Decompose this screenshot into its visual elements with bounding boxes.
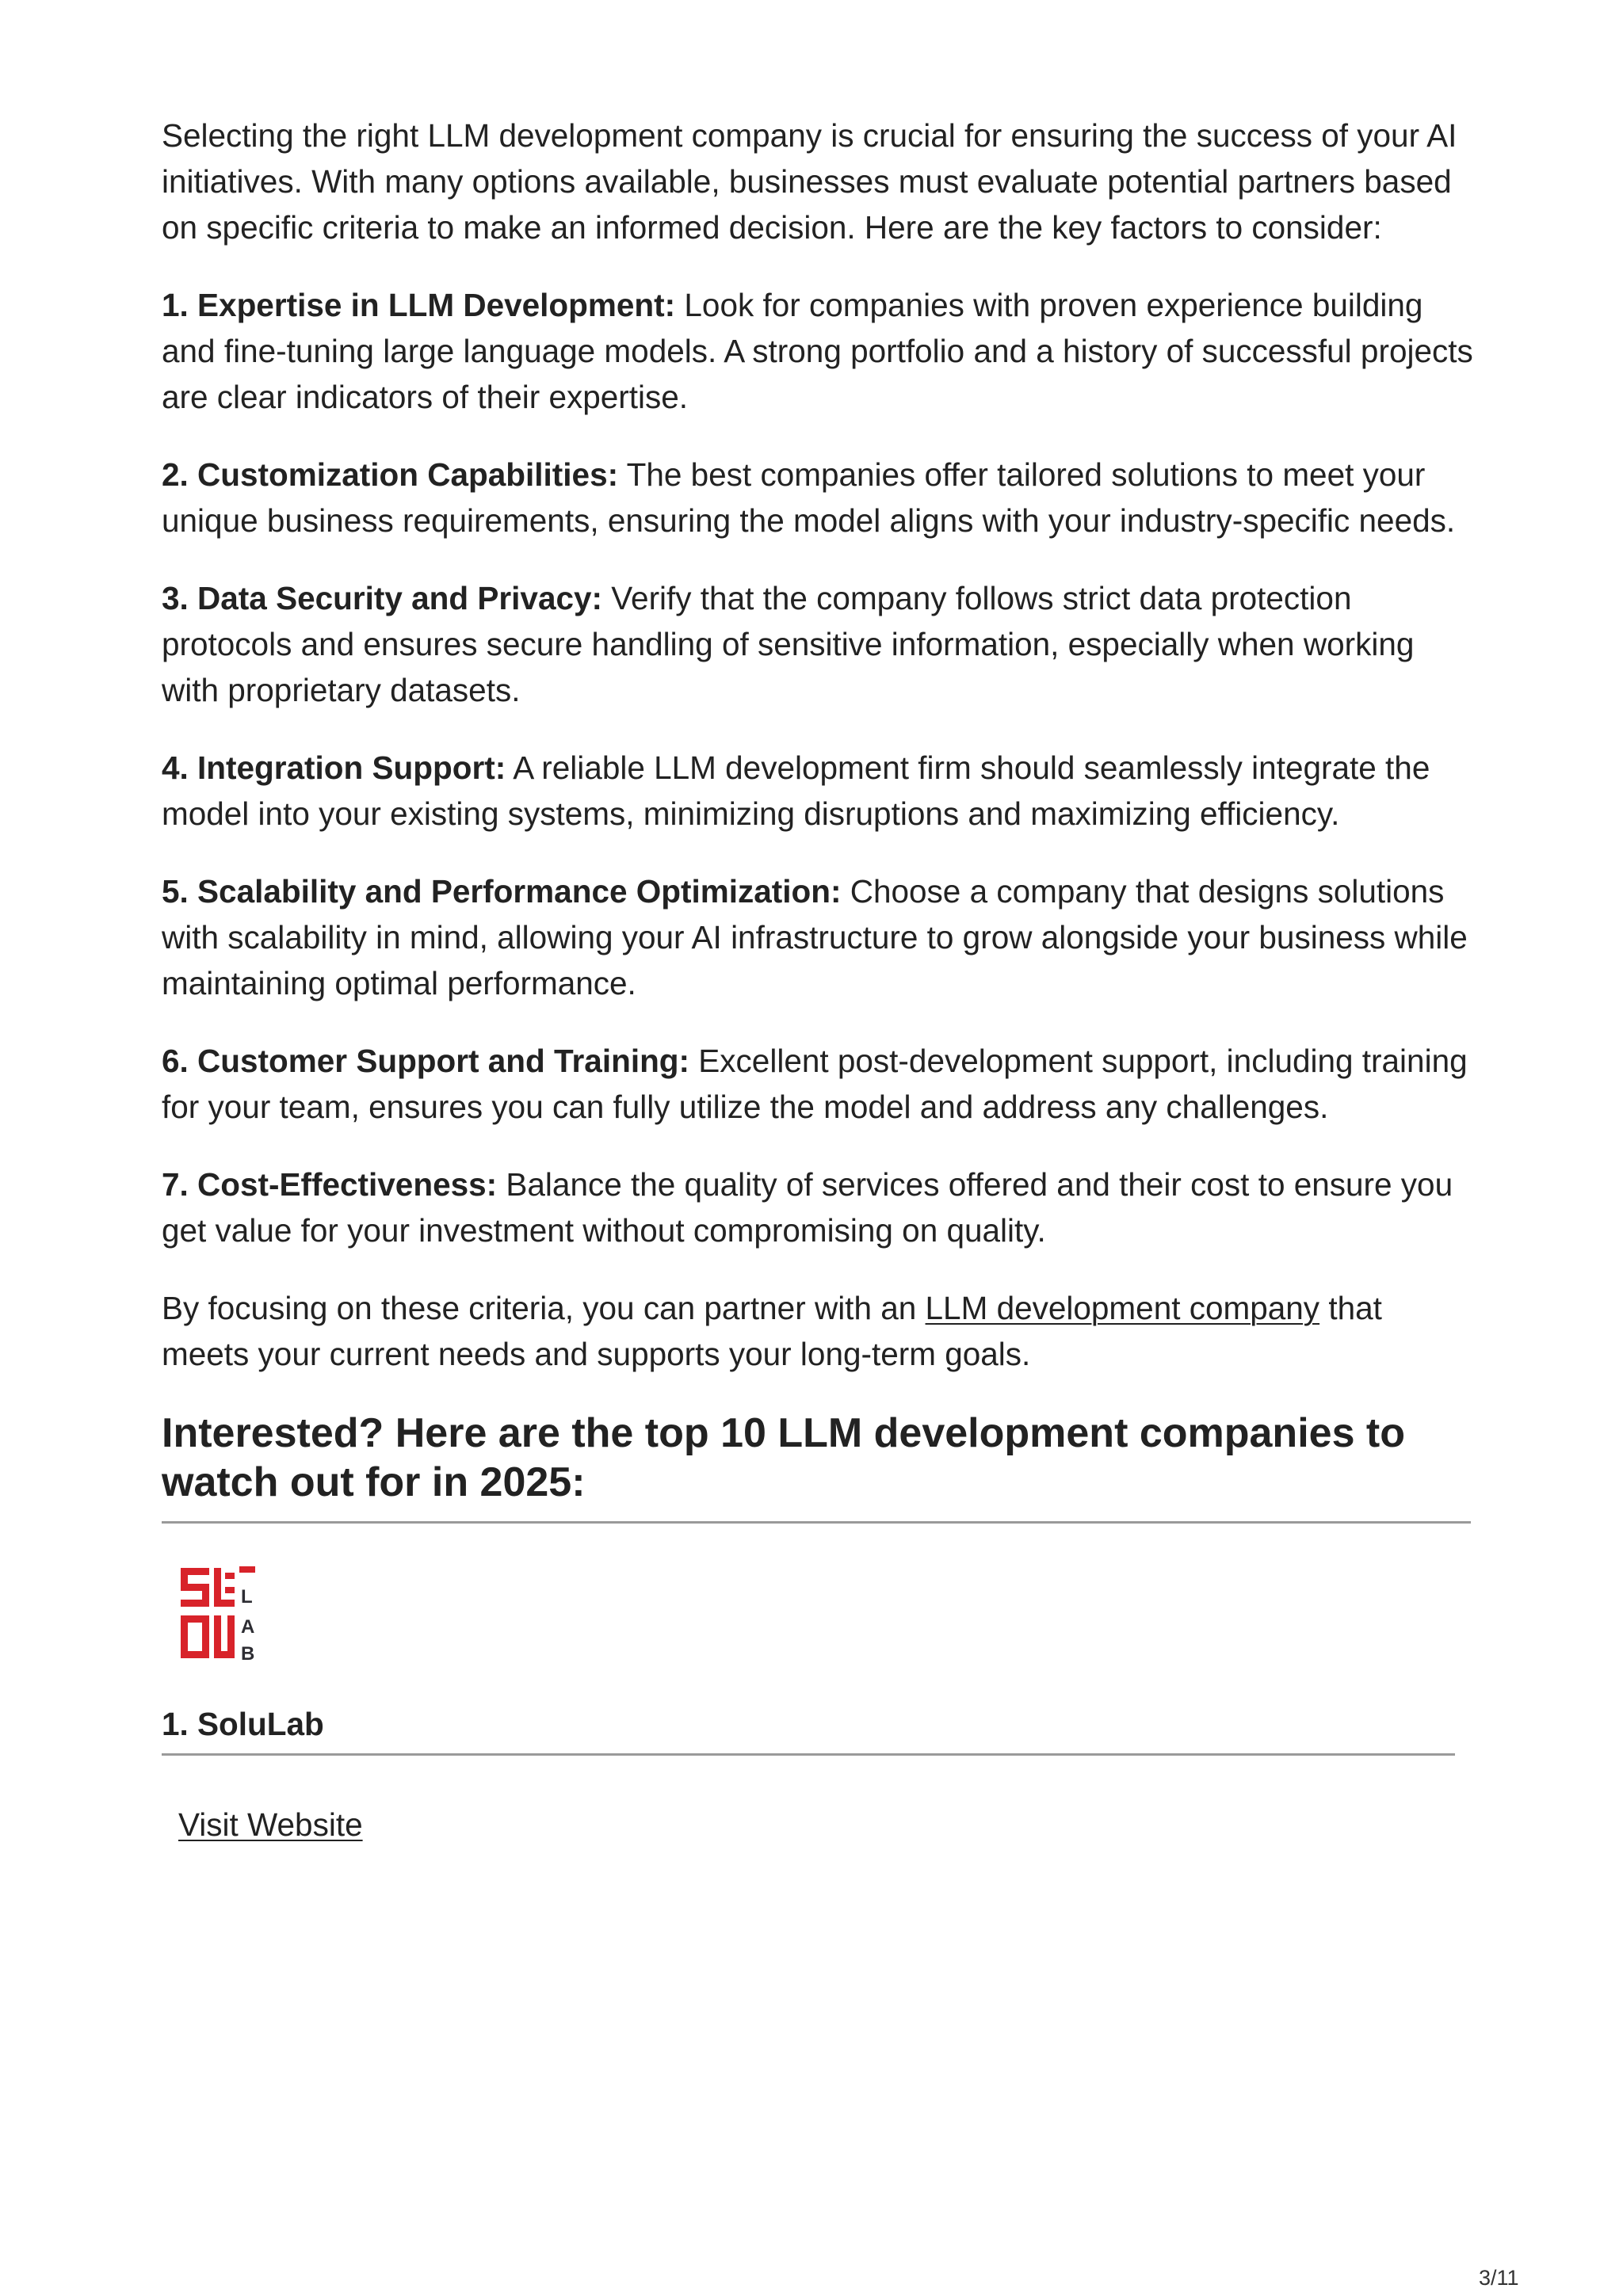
svg-text:A: A — [241, 1616, 255, 1638]
heading-divider — [162, 1521, 1471, 1524]
intro-paragraph: Selecting the right LLM development company is crucial for ensuring the success of your AI initiatives. With many options available, businesses must evaluate potential partners based on specific criteria to make an informed decision. Here are the key factors to consider: — [162, 117, 1457, 246]
criterion-title: 3. Data Security and Privacy: — [162, 580, 603, 616]
conclusion-after: that meets your current needs and supports your long-term goals. — [162, 1290, 1382, 1372]
criterion-text: Balance the quality of services offered and their cost to ensure you get value for your investment without compromising on quality. — [162, 1166, 1453, 1249]
criterion-expertise — [162, 282, 1477, 420]
criterion-title: 5. Scalability and Performance Optimization: — [162, 873, 842, 910]
criterion-title: 4. Integration Support: — [162, 749, 506, 786]
criterion-text: Verify that the company follows strict data protection protocols and ensures secure handling of sensitive information, especially when working with proprietary datasets. — [162, 580, 1415, 708]
criterion-text: Choose a company that designs solutions with scalability in mind, allowing your AI infrastructure to grow alongside your business while maintaining optimal performance. — [162, 873, 1468, 1001]
svg-text:L: L — [241, 1586, 253, 1608]
criterion-integration — [162, 745, 1477, 837]
company-title: 1. SoluLab — [162, 1706, 324, 1742]
section-heading: Interested? Here are the top 10 LLM development companies to watch out for in 2025: — [162, 1410, 1406, 1505]
criterion-text: A reliable LLM development firm should seamlessly integrate the model into your existing systems, minimizing disruptions and maximizing efficiency. — [162, 749, 1430, 832]
article-content — [162, 113, 1477, 1844]
criterion-customization — [162, 452, 1477, 543]
page-number: 3/11 — [1479, 2266, 1519, 2290]
solulab-logo — [179, 1563, 282, 1666]
criterion-title: 6. Customer Support and Training: — [162, 1043, 690, 1079]
conclusion-paragraph — [162, 1285, 1477, 1377]
criterion-text: The best companies offer tailored solutions to meet your unique business requirements, ensuring the model aligns with your industry-specific needs. — [162, 456, 1456, 539]
criterion-scalability — [162, 868, 1477, 1006]
criterion-text: Excellent post-development support, including training for your team, ensures you can fully utilize the model and address any challenges. — [162, 1043, 1468, 1125]
criterion-title: 2. Customization Capabilities: — [162, 456, 619, 493]
llm-development-company-link[interactable]: LLM development company — [925, 1290, 1320, 1326]
criterion-text: Look for companies with proven experience building and fine-tuning large language models. A strong portfolio and a history of successful projects are clear indicators of their expertise. — [162, 287, 1473, 415]
criterion-cost — [162, 1161, 1477, 1253]
criterion-security — [162, 575, 1477, 713]
svg-text:B: B — [241, 1643, 255, 1665]
company-divider — [162, 1753, 1455, 1756]
criterion-title: 7. Cost-Effectiveness: — [162, 1166, 498, 1203]
visit-website-link[interactable]: Visit Website — [178, 1806, 363, 1843]
criterion-support — [162, 1038, 1477, 1130]
criterion-title: 1. Expertise in LLM Development: — [162, 287, 676, 323]
conclusion-before: By focusing on these criteria, you can partner with an — [162, 1290, 926, 1326]
solulab-logo-icon — [179, 1563, 282, 1666]
